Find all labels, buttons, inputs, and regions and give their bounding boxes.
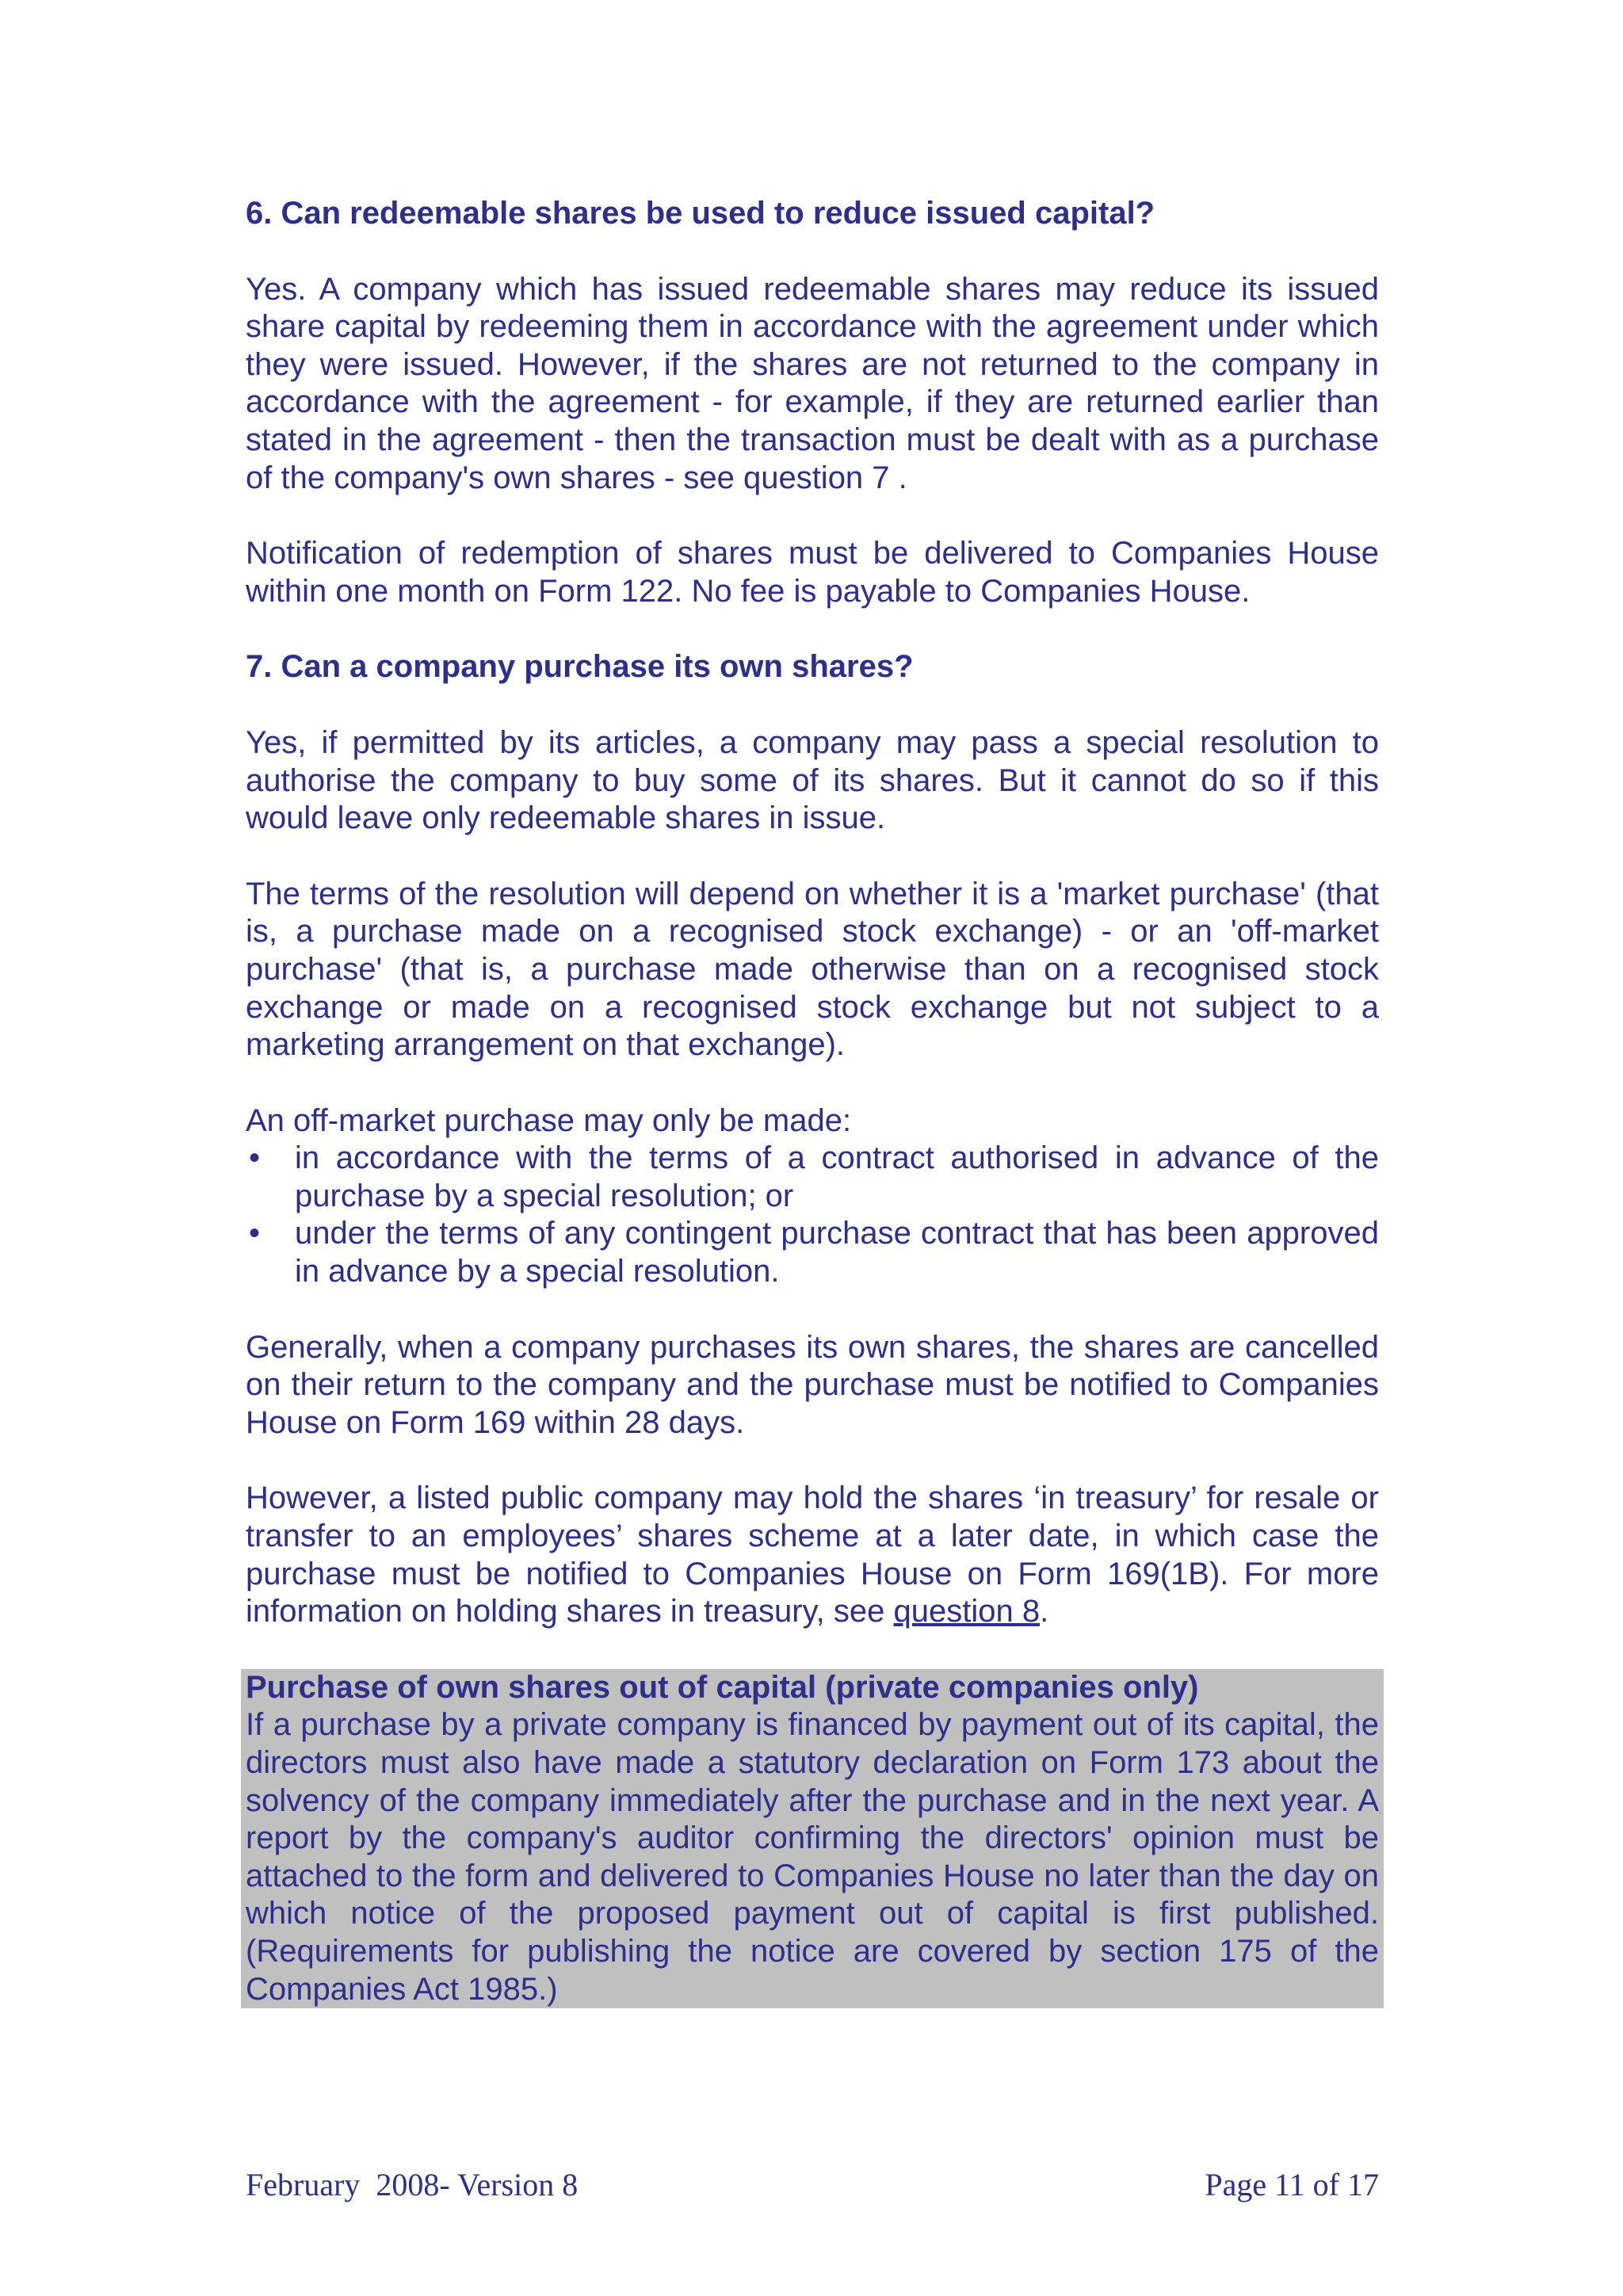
note-box-text: If a purchase by a private company is financed by payment out of its capital, the directors must also have made a statutory declaration on Form 173 about the solvency of the company immediately after the purchase and in the next year. A report by the company's auditor confirming the directors' opinion must be attached to the form and delivered to Companies House no later than the day on which notice of the proposed payment out of capital is first published. (Requirements for publishing the notice are covered by section 175 of the Companies Act 1985.): [246, 1707, 1379, 2007]
footer-page-number: Page 11 of 17: [1205, 2167, 1379, 2202]
section-7-paragraph-3: Generally, when a company purchases its own shares, the shares are cancelled on their return to the company and the purchase must be notified to Companies House on Form 169 within 28 days.: [246, 1329, 1379, 1440]
section-7-paragraph-2: The terms of the resolution will depend on whether it is a 'market purchase' (that is, a purchase made on a recognised stock exchange) - or an 'off-market purchase' (that is, a purchase made otherwise than on a recognised stock exchange or made on a recognised stock exchange but not subject to a marketing arrangement on that exchange).: [246, 876, 1379, 1063]
paragraph-4-text: However, a listed public company may hold the shares ‘in treasury’ for resale or transfer to an employees’ shares scheme at a later date, in which case the purchase must be notified to Companies House on Form 169(1B). For more information on holding shares in treasury, see: [246, 1480, 1379, 1629]
bullet-icon: •: [249, 1140, 261, 1176]
paragraph-4-end: .: [1040, 1594, 1049, 1629]
off-market-conditions-list: [246, 1140, 1379, 1290]
document-body: [246, 195, 1379, 2008]
section-6-heading: 6. Can redeemable shares be used to reduce issued capital?: [246, 196, 1155, 231]
list-item-text: under the terms of any contingent purchase contract that has been approved in advance by a special resolution.: [295, 1216, 1379, 1289]
list-item: [246, 1140, 1379, 1215]
note-box-heading: Purchase of own shares out of capital (private companies only): [246, 1669, 1199, 1705]
section-6-paragraph-2: Notification of redemption of shares must be delivered to Companies House within one month on Form 122. No fee is payable to Companies House.: [246, 536, 1379, 609]
list-intro: An off-market purchase may only be made:: [246, 1102, 852, 1138]
question-8-link[interactable]: question 8: [893, 1594, 1041, 1629]
section-7-heading: 7. Can a company purchase its own shares?: [246, 649, 914, 685]
list-item-text: in accordance with the terms of a contract authorised in advance of the purchase by a special resolution; or: [295, 1140, 1379, 1213]
section-7-paragraph-1: Yes, if permitted by its articles, a company may pass a special resolution to authorise the company to buy some of its shares. But it cannot do so if this would leave only redeemable shares in issue.: [246, 724, 1379, 836]
footer-version: February 2008- Version 8: [246, 2167, 579, 2202]
section-7-paragraph-4: [246, 1480, 1379, 1630]
section-6-paragraph-1: Yes. A company which has issued redeemable shares may reduce its issued share capital by redeeming them in accordance with the agreement under which they were issued. However, if the shares are not returned to the company in accordance with the agreement - for example, if they are returned earlier than stated in the agreement - then the transaction must be dealt with as a purchase of the company's own shares - see question 7 .: [246, 271, 1379, 495]
shaded-note-box: [241, 1669, 1384, 2008]
list-item: [246, 1215, 1379, 1290]
bullet-icon: •: [249, 1216, 261, 1251]
